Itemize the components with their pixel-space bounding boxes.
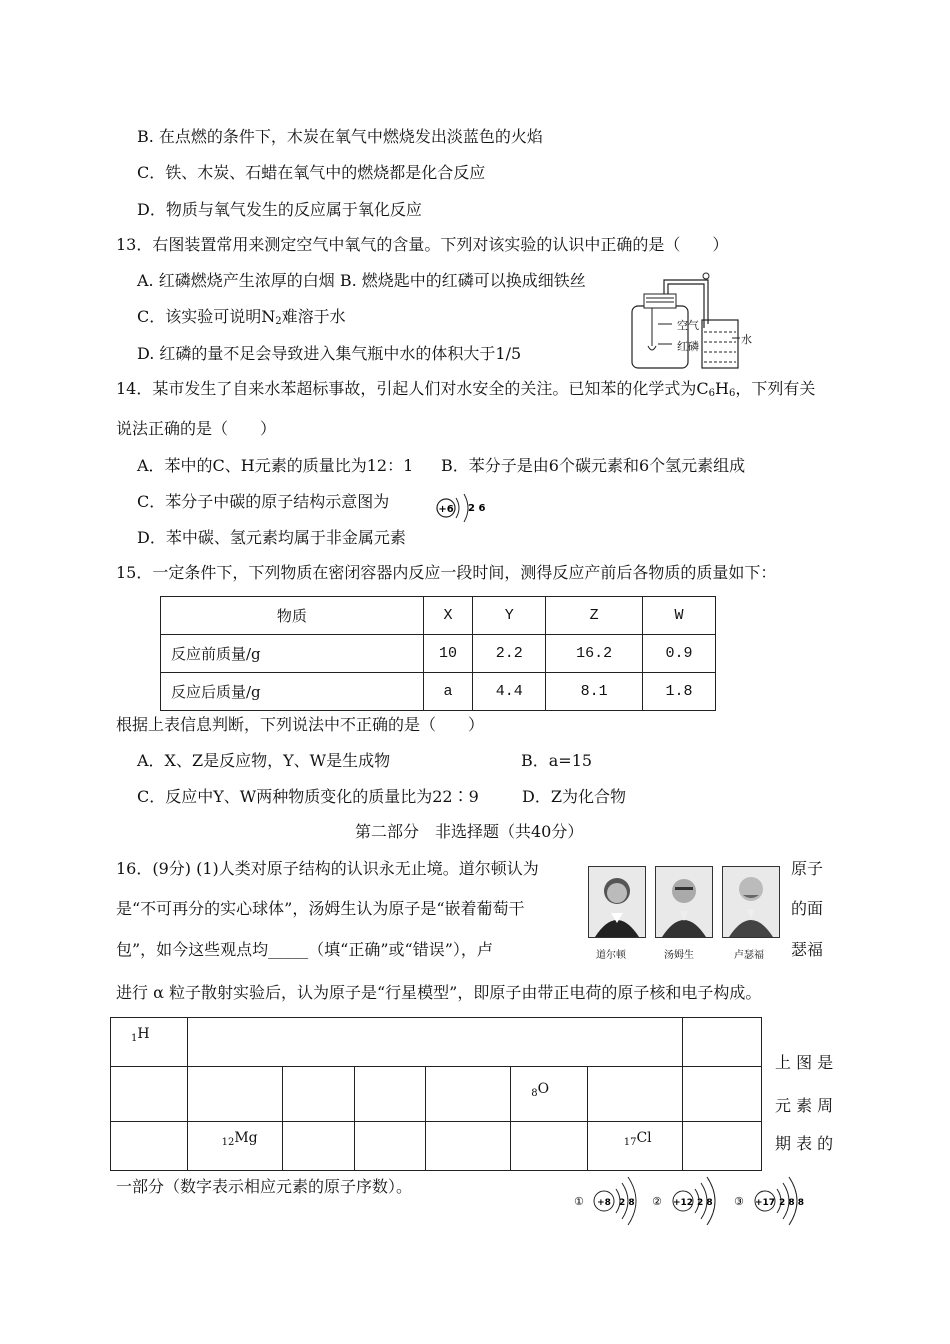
table-cell: 16.2 (546, 635, 643, 673)
table-cell: 反应后质量/g (161, 673, 424, 711)
table-row (161, 635, 716, 673)
empty-cell (187, 1018, 682, 1067)
caption-thomson: 汤姆生 (664, 950, 694, 961)
diagram-2-shells: 2 8 (697, 1198, 713, 1208)
portrait-dalton (588, 866, 646, 938)
table-cell: 10 (423, 635, 473, 673)
q16-line3: 包”，如今这些观点均_____（填“正确”或“错误”），卢 (116, 940, 493, 959)
q14-option-a: A．苯中的C、H元素的质量比为12：1 (137, 456, 414, 475)
empty-cell (282, 1122, 354, 1171)
diagram-3-nucleus: +17 (754, 1198, 776, 1208)
element-cell-o: $_8$O (511, 1067, 588, 1122)
diagram-3-number: ③ (734, 1195, 744, 1208)
empty-cell (587, 1067, 682, 1122)
carbon-atom-diagram (432, 488, 492, 528)
table-cell: 1.8 (642, 673, 715, 711)
empty-cell (282, 1067, 354, 1122)
table-header: W (642, 597, 715, 635)
empty-cell (426, 1122, 511, 1171)
diagram-1-number: ① (574, 1195, 584, 1208)
table-cell: 2.2 (473, 635, 546, 673)
table-header: 物质 (161, 597, 424, 635)
q13-stem: 13．右图装置常用来测定空气中氧气的含量。下列对该实验的认识中正确的是（ ） (116, 235, 729, 254)
label-air: 空气 (677, 319, 699, 332)
carbon-nucleus-label: +6 (438, 504, 454, 515)
q13-option-a: A. 红磷燃烧产生浓厚的白烟 B. 燃烧匙中的红磷可以换成细铁丝 (137, 271, 586, 290)
q15-option-a: A．X、Z是反应物，Y、W是生成物 (137, 751, 391, 770)
empty-cell (511, 1122, 588, 1171)
element-cell-cl: $_{17}$Cl (587, 1122, 682, 1171)
empty-cell (111, 1067, 188, 1122)
q13-option-d: D. 红磷的量不足会导致进入集气瓶中水的体积大于1/5 (137, 344, 522, 363)
side-text-1: 上 图 是 (775, 1053, 834, 1072)
element-cell-h: $_1$H (111, 1018, 188, 1067)
portrait-rutherford (722, 866, 780, 938)
q15-stem: 15．一定条件下，下列物质在密闭容器内反应一段时间，测得反应产前后各物质的质量如下： (116, 563, 777, 582)
q16-last-line: 一部分（数字表示相应元素的原子序数）。 (116, 1177, 413, 1196)
empty-cell (111, 1122, 188, 1171)
table-header: Y (473, 597, 546, 635)
empty-cell (426, 1067, 511, 1122)
side-text-2: 元 素 周 (775, 1096, 834, 1115)
q16-line2-tail: 的面 (791, 899, 824, 918)
empty-cell (187, 1067, 282, 1122)
diagram-1-nucleus: +8 (597, 1198, 611, 1208)
table-header-row (161, 597, 716, 635)
diagram-1-shells: 2 8 (619, 1198, 635, 1208)
portrait-thomson (655, 866, 713, 938)
q15-option-b: B．a=15 (521, 751, 593, 770)
table-cell: 8.1 (546, 673, 643, 711)
diagram-2-number: ② (652, 1195, 662, 1208)
table-row (161, 673, 716, 711)
table-cell: 4.4 (473, 673, 546, 711)
q15-after-table: 根据上表信息判断，下列说法中不正确的是（ ） (116, 715, 485, 734)
empty-cell (682, 1067, 761, 1122)
q14-option-d: D．苯中碳、氢元素均属于非金属元素 (137, 528, 406, 547)
table-cell: a (423, 673, 473, 711)
side-text-3: 期 表 的 (775, 1134, 834, 1153)
empty-cell (354, 1122, 426, 1171)
label-red-phosphorus: 红磷 (677, 340, 699, 353)
empty-cell (682, 1122, 761, 1171)
q12-option-d: D．物质与氧气发生的反应属于氧化反应 (137, 200, 422, 219)
carbon-shells-label: 2 6 (468, 503, 486, 514)
empty-cell (682, 1018, 761, 1067)
q16-line1: 16．(9分) (1)人类对原子结构的认识永无止境。道尔顿认为 (116, 859, 539, 878)
q16-line3-tail: 瑟福 (791, 940, 824, 959)
mass-table (160, 596, 716, 711)
atom-diagrams (566, 1172, 816, 1232)
q14-option-c: C．苯分子中碳的原子结构示意图为 (137, 492, 390, 511)
label-water: 水 (741, 333, 752, 346)
element-cell-mg: $_{12}$Mg (187, 1122, 282, 1171)
q14-option-b: B．苯分子是由6个碳元素和6个氢元素组成 (441, 456, 746, 475)
caption-rutherford: 卢瑟福 (734, 950, 764, 961)
empty-cell (354, 1067, 426, 1122)
q15-option-d: D．Z为化合物 (522, 787, 626, 806)
q16-line4: 进行 α 粒子散射实验后，认为原子是“行星模型”，即原子由带正电荷的原子核和电子构成。 (116, 983, 762, 1002)
diagram-3-shells: 2 8 8 (779, 1198, 805, 1208)
table-header: X (423, 597, 473, 635)
q14-stem-cont: 说法正确的是（ ） (116, 419, 277, 438)
periodic-table-fragment (110, 1017, 762, 1171)
table-cell: 反应前质量/g (161, 635, 424, 673)
caption-dalton: 道尔顿 (596, 950, 626, 961)
q15-option-c: C．反应中Y、W两种物质变化的质量比为22∶9 (137, 787, 479, 806)
diagram-2-nucleus: +12 (672, 1198, 694, 1208)
q12-option-b: B. 在点燃的条件下，木炭在氧气中燃烧发出淡蓝色的火焰 (137, 127, 543, 146)
table-cell: 0.9 (642, 635, 715, 673)
q13-option-c: C．该实验可说明$N_2$难溶于水 (137, 307, 346, 327)
q12-option-c: C．铁、木炭、石蜡在氧气中的燃烧都是化合反应 (137, 163, 486, 182)
q16-line2: 是“不可再分的实心球体”，汤姆生认为原子是“嵌着葡萄干 (116, 899, 525, 918)
section-heading: 第二部分 非选择题（共40分） (355, 822, 584, 841)
q16-line1-tail: 原子 (791, 859, 824, 878)
q14-stem: 14．某市发生了自来水苯超标事故，引起人们对水安全的关注。已知苯的化学式为$C_6H_6$，下列有关 (116, 379, 816, 399)
table-header: Z (546, 597, 643, 635)
